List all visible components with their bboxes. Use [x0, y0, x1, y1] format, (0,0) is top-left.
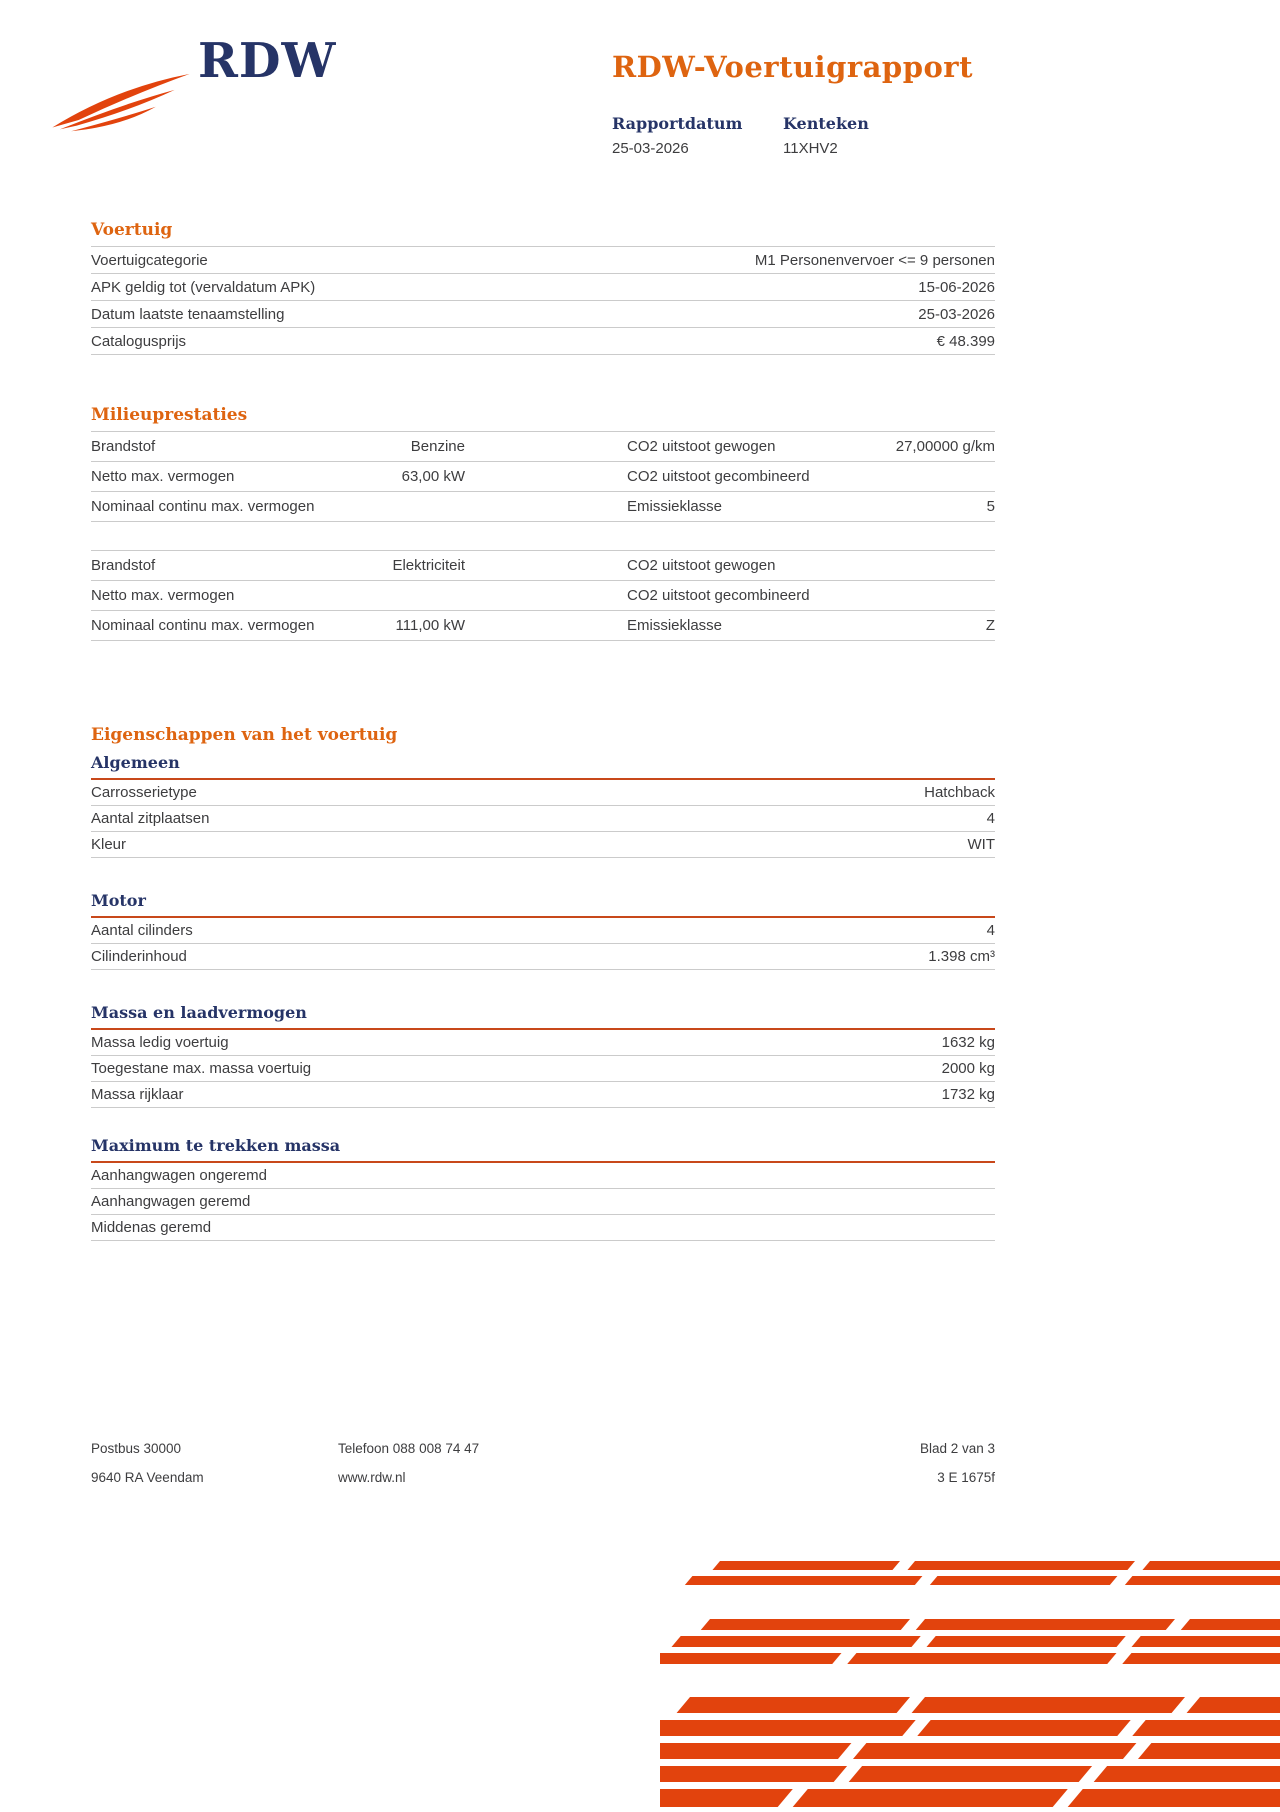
row-value: Z — [985, 617, 995, 634]
table-row — [91, 1082, 995, 1108]
table-row — [91, 551, 995, 581]
footer-row — [91, 1470, 995, 1485]
page-footer — [91, 1441, 995, 1485]
section-heading-voertuig: Voertuig — [91, 220, 173, 240]
row-label: Netto max. vermogen — [91, 587, 235, 604]
subsection-motor — [91, 891, 995, 970]
report-date-block — [612, 114, 783, 157]
section-voertuig — [91, 220, 995, 355]
section-eigenschappen — [91, 725, 995, 1241]
table-row — [91, 274, 995, 301]
row-value: 5 — [986, 498, 995, 515]
rdw-logo-text: RDW — [198, 33, 337, 89]
rdw-swoosh-icon — [50, 71, 192, 135]
row-label: CO2 uitstoot gecombineerd — [627, 468, 810, 485]
row-value: 15-06-2026 — [918, 278, 995, 296]
row-label: CO2 uitstoot gewogen — [627, 438, 776, 455]
table-row — [91, 780, 995, 806]
row-value: 2000 kg — [941, 1060, 995, 1077]
report-meta — [612, 114, 995, 157]
row-label: Netto max. vermogen — [91, 468, 235, 485]
row-label: Emissieklasse — [627, 617, 723, 634]
subsection-maximum-trekken-massa — [91, 1136, 995, 1241]
table-row — [91, 462, 995, 492]
subsection-heading-algemeen: Algemeen — [91, 753, 995, 780]
row-value: 4 — [986, 810, 995, 827]
motor-table — [91, 918, 995, 970]
row-value: 1732 kg — [941, 1086, 995, 1103]
row-value: € 48.399 — [936, 332, 995, 350]
subsection-heading-motor: Motor — [91, 891, 995, 918]
row-label: Catalogusprijs — [91, 332, 187, 350]
license-plate-block — [783, 114, 869, 157]
massa-table — [91, 1030, 995, 1108]
row-value: 63,00 kW — [401, 468, 465, 485]
row-value: 111,00 kW — [395, 617, 465, 634]
footer-row — [91, 1441, 995, 1456]
row-label: Aanhangwagen geremd — [91, 1193, 251, 1210]
table-row — [91, 611, 995, 641]
row-value: M1 Personenvervoer <= 9 personen — [754, 251, 995, 269]
footer-document-code: 3 E 1675f — [937, 1470, 995, 1485]
row-value: 27,00000 g/km — [895, 438, 995, 455]
row-label: Datum laatste tenaamstelling — [91, 305, 285, 323]
subsection-massa — [91, 1003, 995, 1108]
row-value: Benzine — [410, 438, 465, 455]
row-label: Kleur — [91, 836, 127, 853]
row-value: 4 — [986, 922, 995, 939]
row-label: Aanhangwagen ongeremd — [91, 1167, 267, 1184]
row-value: 25-03-2026 — [918, 305, 995, 323]
row-value: WIT — [967, 836, 995, 853]
rdw-stripes-graphic — [660, 1557, 1280, 1812]
section-milieuprestaties — [91, 405, 995, 641]
subsection-algemeen — [91, 753, 995, 858]
rdw-logo — [50, 33, 370, 145]
section-heading-eigenschappen: Eigenschappen van het voertuig — [91, 725, 398, 745]
table-row — [91, 918, 995, 944]
document-page — [91, 0, 995, 1485]
table-row — [91, 301, 995, 328]
row-label: CO2 uitstoot gewogen — [627, 557, 776, 574]
row-label: Nominaal continu max. vermogen — [91, 617, 315, 634]
footer-phone: Telefoon 088 008 74 47 — [338, 1441, 480, 1456]
row-label: Middenas geremd — [91, 1219, 212, 1236]
subsection-heading-maximum-trekken-massa: Maximum te trekken massa — [91, 1136, 995, 1163]
table-row — [91, 1030, 995, 1056]
table-row — [91, 247, 995, 274]
algemeen-table — [91, 780, 995, 858]
table-row — [91, 832, 995, 858]
row-label: Massa ledig voertuig — [91, 1034, 229, 1051]
row-value: 1632 kg — [941, 1034, 995, 1051]
footer-website: www.rdw.nl — [338, 1470, 406, 1485]
row-label: APK geldig tot (vervaldatum APK) — [91, 278, 316, 296]
license-plate-label: Kenteken — [783, 114, 869, 133]
table-row — [91, 944, 995, 970]
table-row — [91, 1056, 995, 1082]
table-row — [91, 328, 995, 355]
table-row — [91, 1163, 995, 1189]
report-date-label: Rapportdatum — [612, 114, 743, 133]
report-header — [91, 0, 995, 220]
row-label: Toegestane max. massa voertuig — [91, 1060, 312, 1077]
row-label: Brandstof — [91, 438, 156, 455]
footer-address-line2: 9640 RA Veendam — [91, 1470, 204, 1485]
table-row — [91, 1189, 995, 1215]
trekken-massa-table — [91, 1163, 995, 1241]
row-label: Brandstof — [91, 557, 156, 574]
row-value: Hatchback — [924, 784, 995, 801]
table-row — [91, 492, 995, 522]
milieu-table-benzine — [91, 431, 995, 522]
row-label: Aantal cilinders — [91, 922, 193, 939]
voertuig-table — [91, 246, 995, 355]
section-heading-milieuprestaties: Milieuprestaties — [91, 405, 248, 425]
footer-address-line1: Postbus 30000 — [91, 1441, 182, 1456]
table-row — [91, 581, 995, 611]
row-label: Carrosserietype — [91, 784, 197, 801]
row-label: Emissieklasse — [627, 498, 723, 515]
row-label: Aantal zitplaatsen — [91, 810, 210, 827]
subsection-heading-massa: Massa en laadvermogen — [91, 1003, 995, 1030]
row-label: Voertuigcategorie — [91, 251, 208, 269]
row-label: Cilinderinhoud — [91, 948, 187, 965]
license-plate-value: 11XHV2 — [783, 140, 838, 157]
table-row — [91, 432, 995, 462]
page-title: RDW-Voertuigrapport — [612, 50, 973, 84]
title-block — [612, 48, 995, 157]
row-label: Nominaal continu max. vermogen — [91, 498, 315, 515]
report-date-value: 25-03-2026 — [612, 140, 689, 157]
table-row — [91, 1215, 995, 1241]
footer-page-number: Blad 2 van 3 — [919, 1441, 995, 1456]
row-value: 1.398 cm³ — [928, 948, 995, 965]
milieu-table-elektriciteit — [91, 550, 995, 641]
row-value: Elektriciteit — [392, 557, 465, 574]
table-row — [91, 806, 995, 832]
row-label: Massa rijklaar — [91, 1086, 184, 1103]
row-label: CO2 uitstoot gecombineerd — [627, 587, 810, 604]
